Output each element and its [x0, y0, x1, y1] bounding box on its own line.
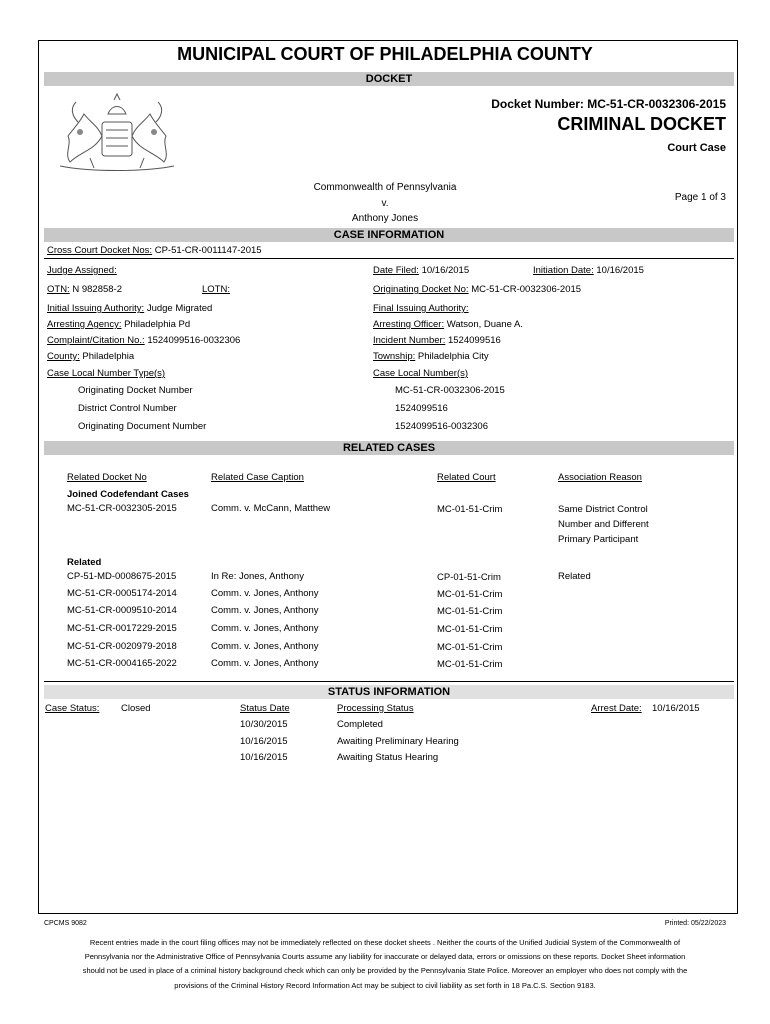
related-docket-cell: MC-51-CR-0005174-2014: [67, 588, 177, 599]
arresting-officer-value: Watson, Duane A.: [446, 319, 523, 330]
related-docket-cell: CP-51-MD-0008675-2015: [67, 571, 177, 582]
court-case-label: Court Case: [667, 142, 726, 154]
related-court-cell: CP-01-51-Crim: [437, 572, 501, 583]
status-date-cell: 10/16/2015: [240, 752, 288, 763]
association-reason-cell: Same District Control: [558, 504, 648, 515]
joined-codefendant-label: Joined Codefendant Cases: [67, 489, 189, 500]
case-information-bar: CASE INFORMATION: [44, 228, 734, 242]
local-number-types-label: Case Local Number Type(s): [47, 368, 166, 379]
case-status-value: Closed: [121, 703, 151, 714]
judge-label: Judge Assigned:: [47, 265, 117, 276]
otn-label: OTN:: [47, 284, 70, 295]
status-date-cell: 10/30/2015: [240, 719, 288, 730]
incident-value: 1524099516: [447, 335, 501, 346]
arresting-officer-label: Arresting Officer:: [373, 319, 445, 330]
complaint-label: Complaint/Citation No.:: [47, 335, 145, 346]
processing-status-cell: Awaiting Preliminary Hearing: [337, 736, 459, 747]
date-filed-value: 10/16/2015: [421, 265, 470, 276]
initiation-date-value: 10/16/2015: [596, 265, 644, 276]
complaint-value: 1524099516-0032306: [147, 335, 241, 346]
related-group-label: Related: [67, 557, 102, 568]
initiation-date-label: Initiation Date:: [533, 265, 594, 276]
related-docket-cell: MC-51-CR-0009510-2014: [67, 605, 177, 616]
arresting-agency-label: Arresting Agency:: [47, 319, 122, 330]
related-caption-cell: Comm. v. Jones, Anthony: [211, 623, 319, 634]
defendant-name: Anthony Jones: [351, 213, 419, 224]
related-docket-header: Related Docket No: [67, 472, 147, 483]
docket-number: Docket Number: MC-51-CR-0032306-2015: [491, 97, 726, 111]
cross-court-label: Cross Court Docket Nos:: [47, 245, 153, 256]
local-number-item: 1524099516-0032306: [395, 421, 488, 432]
township-value: Philadelphia City: [417, 351, 489, 362]
local-number-item: MC-51-CR-0032306-2015: [395, 385, 505, 396]
status-information-bar: STATUS INFORMATION: [44, 685, 734, 699]
disclaimer-text: Recent entries made in the court filing offices may not be immediately reflected on these docket sheets . Neither the courts of the Unified Judicial System of the Commonwealth of Pennsylvania nor the Administrative Office of Pennsylvania Courts assume any liability for inaccurate or delayed data, errors or omissions on these reports. Docket Sheet information should not be used in place of a criminal history background check which can only be provided by the Pennsylvania State Police. Moreover an employer who does not comply with the provisions of the Criminal History Record Information Act may be subject to civil liability as set forth in 18 Pa.C.S. Section 9183.: [82, 938, 688, 990]
initial-authority-value: Judge Migrated: [146, 303, 213, 314]
related-caption-cell: Comm. v. Jones, Anthony: [211, 641, 319, 652]
otn-value: N 982858-2: [72, 284, 122, 295]
related-caption-cell: Comm. v. McCann, Matthew: [211, 503, 331, 514]
related-caption-cell: In Re: Jones, Anthony: [211, 571, 304, 582]
incident-label: Incident Number:: [373, 335, 446, 346]
related-docket-cell: MC-51-CR-0020979-2018: [67, 641, 177, 652]
local-numbers-label: Case Local Number(s): [373, 368, 469, 379]
related-docket-cell: MC-51-CR-0017229-2015: [67, 623, 177, 634]
cross-court-row: [47, 245, 262, 256]
final-authority-label: Final Issuing Authority:: [373, 303, 469, 314]
association-reason-cell: Primary Participant: [558, 534, 639, 545]
divider: [44, 258, 734, 259]
cross-court-value: CP-51-CR-0011147-2015: [154, 245, 262, 256]
related-court-cell: MC-01-51-Crim: [437, 659, 503, 670]
related-court-cell: MC-01-51-Crim: [437, 504, 503, 515]
related-court-cell: MC-01-51-Crim: [437, 606, 503, 617]
related-cases-bar: RELATED CASES: [44, 441, 734, 455]
arrest-date-label: Arrest Date:: [591, 703, 642, 714]
processing-status-cell: Awaiting Status Hearing: [337, 752, 439, 763]
related-court-header: Related Court: [437, 472, 496, 483]
versus-label: v.: [381, 198, 389, 209]
related-docket-cell: MC-51-CR-0032305-2015: [67, 503, 177, 514]
related-caption-cell: Comm. v. Jones, Anthony: [211, 588, 319, 599]
township-label: Township:: [373, 351, 416, 362]
related-caption-cell: Comm. v. Jones, Anthony: [211, 658, 319, 669]
related-caption-cell: Comm. v. Jones, Anthony: [211, 605, 319, 616]
printed-date: Printed: 05/22/2023: [664, 920, 726, 927]
arrest-date-value: 10/16/2015: [652, 703, 700, 714]
date-filed-label: Date Filed:: [373, 265, 419, 276]
pennsylvania-seal-icon: [50, 92, 184, 174]
lotn-label: LOTN:: [202, 284, 230, 295]
processing-status-cell: Completed: [337, 719, 383, 730]
form-id: CPCMS 9082: [44, 920, 87, 927]
local-number-item: 1524099516: [395, 403, 448, 414]
related-court-cell: MC-01-51-Crim: [437, 642, 503, 653]
plaintiff-name: Commonwealth of Pennsylvania: [313, 182, 457, 193]
docket-bar: DOCKET: [44, 72, 734, 86]
related-court-cell: MC-01-51-Crim: [437, 624, 503, 635]
related-docket-cell: MC-51-CR-0004165-2022: [67, 658, 177, 669]
originating-docket-value: MC-51-CR-0032306-2015: [471, 284, 582, 295]
processing-status-header: Processing Status: [337, 703, 414, 714]
case-status-label: Case Status:: [45, 703, 100, 714]
association-reason-cell: Number and Different: [558, 519, 649, 530]
initial-authority-label: Initial Issuing Authority:: [47, 303, 145, 314]
local-type-item: District Control Number: [78, 403, 177, 414]
status-date-cell: 10/16/2015: [240, 736, 288, 747]
association-reason-cell: Related: [558, 571, 591, 582]
status-date-header: Status Date: [240, 703, 290, 714]
docket-type: CRIMINAL DOCKET: [557, 114, 726, 134]
related-court-cell: MC-01-51-Crim: [437, 589, 503, 600]
arresting-agency-value: Philadelphia Pd: [124, 319, 191, 330]
local-type-item: Originating Docket Number: [78, 385, 193, 396]
court-title: MUNICIPAL COURT OF PHILADELPHIA COUNTY: [177, 44, 593, 64]
county-value: Philadelphia: [82, 351, 135, 362]
county-label: County:: [47, 351, 80, 362]
related-caption-header: Related Case Caption: [211, 472, 304, 483]
association-reason-header: Association Reason: [558, 472, 642, 483]
local-type-item: Originating Document Number: [78, 421, 207, 432]
divider: [44, 681, 734, 682]
page-number: Page 1 of 3: [674, 192, 726, 203]
originating-docket-label: Originating Docket No:: [373, 284, 469, 295]
